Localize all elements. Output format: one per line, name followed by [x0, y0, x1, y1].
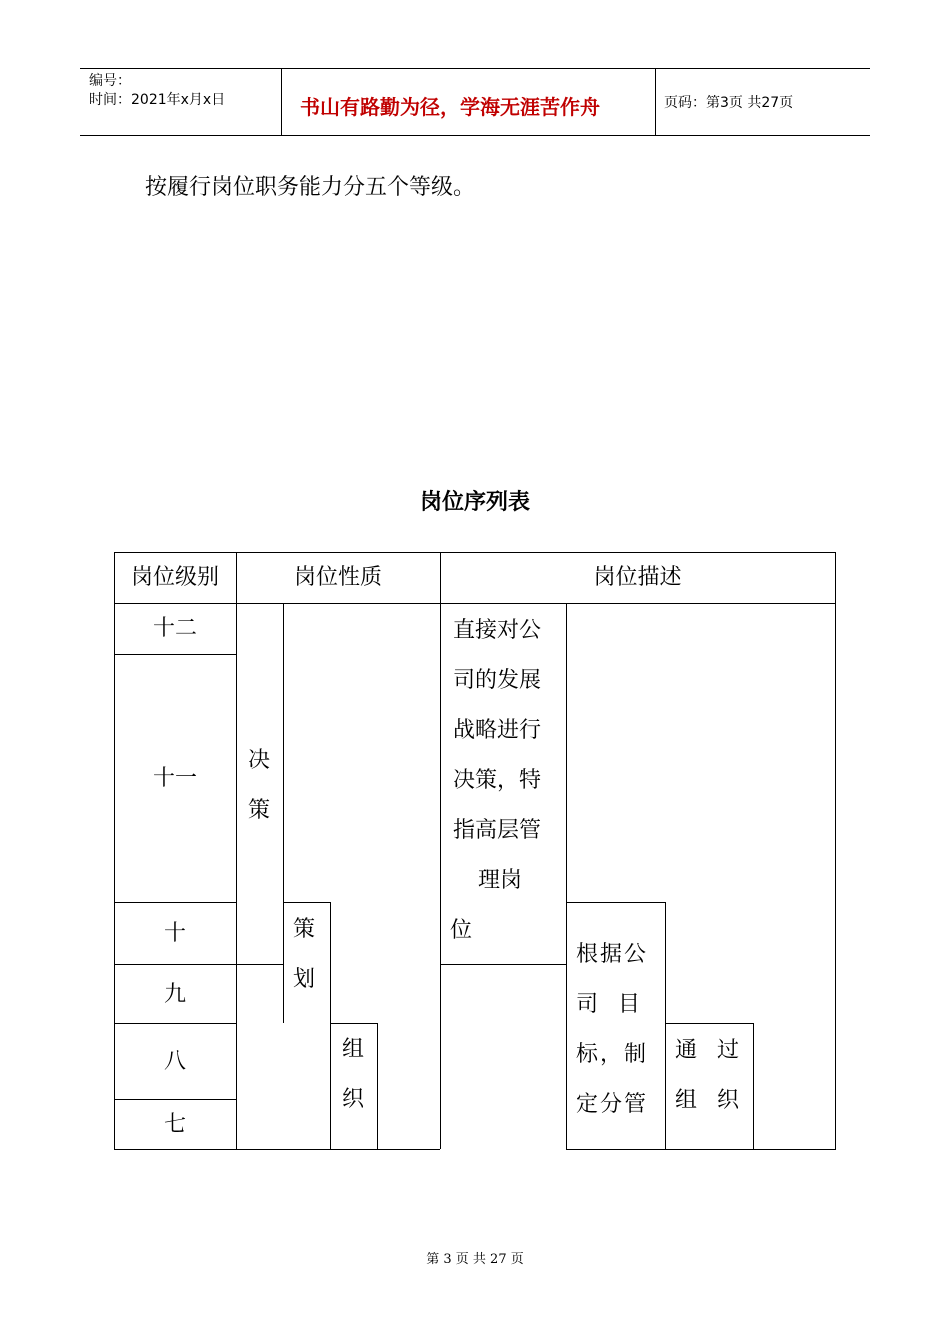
level-cell-8: 八: [163, 1049, 186, 1074]
table-border-right: [835, 603, 836, 1149]
table-border-right-header: [835, 552, 836, 603]
decision-desc-line: 指高层管: [453, 818, 542, 843]
organizing-desc-line: 组 织: [675, 1088, 741, 1113]
table-title: 岗位序列表: [419, 490, 530, 515]
organizing-desc-line: 通 过: [675, 1038, 741, 1063]
organizing-desc-top: [666, 1023, 753, 1024]
nature-column-right: [440, 552, 441, 1149]
header-motto: 书山有路勤为径，学海无涯苦作舟: [300, 95, 600, 119]
level-cell-11: 十一: [152, 766, 197, 791]
decision-desc-line: 决策，特: [453, 768, 542, 793]
organizing-desc-right: [753, 1023, 754, 1149]
level-cell-10: 十: [163, 921, 186, 946]
planning-box-top: [283, 902, 330, 903]
page-footer: 第 3 页 共 27 页: [426, 1252, 524, 1267]
row-line-8: [114, 1099, 236, 1100]
header-nature: 岗位性质: [293, 565, 382, 590]
row-line-11: [114, 902, 236, 903]
table-bottom-right: [566, 1149, 836, 1150]
planning-desc-line: 司 目: [576, 992, 642, 1017]
header-divider-right: [655, 68, 656, 135]
organizing-box-top: [330, 1023, 377, 1024]
level-cell-7: 七: [163, 1112, 186, 1137]
decision-desc-line: 位: [450, 918, 473, 943]
row-line-10: [114, 964, 283, 965]
page-info: 页码：第3页 共27页: [664, 95, 794, 111]
header-description: 岗位描述: [593, 565, 682, 590]
level-cell-12: 十二: [152, 616, 197, 641]
header-top-rule: [80, 68, 870, 69]
planning-desc-left: [566, 902, 567, 1149]
decision-desc-bottom: [440, 964, 566, 965]
level-column-right: [236, 552, 237, 1149]
row-line-9: [114, 1023, 236, 1024]
document-time-label: 时间：2021年x月x日: [89, 92, 226, 108]
decision-desc-line: 司的发展: [453, 668, 542, 693]
header-level: 岗位级别: [130, 565, 219, 590]
header-divider-left: [281, 68, 282, 135]
nature-organizing: 组织: [342, 1037, 365, 1112]
planning-desc-line: 根据公: [576, 942, 649, 967]
planning-nature-right: [330, 902, 331, 1149]
intro-paragraph: 按履行岗位职务能力分五个等级。: [145, 175, 476, 200]
planning-desc-line: 定分管: [576, 1092, 649, 1117]
decision-desc-line: 战略进行: [453, 718, 542, 743]
nature-planning: 策划: [293, 917, 316, 992]
decision-desc-line: 理岗: [478, 868, 523, 893]
document-number-label: 编号：: [89, 73, 131, 89]
nature-decision: 决策: [248, 748, 271, 823]
planning-desc-top: [566, 902, 665, 903]
planning-desc-right: [665, 902, 666, 1149]
table-bottom-left: [114, 1149, 440, 1150]
table-header-bottom: [114, 603, 836, 604]
organizing-nature-right: [377, 1023, 378, 1149]
planning-desc-line: 标，制: [576, 1042, 649, 1067]
table-border-top: [114, 552, 836, 553]
header-bottom-rule: [80, 135, 870, 136]
level-cell-9: 九: [163, 982, 186, 1007]
decision-nature-right: [283, 603, 284, 1023]
decision-desc-line: 直接对公: [453, 618, 542, 643]
row-line-12: [114, 654, 236, 655]
